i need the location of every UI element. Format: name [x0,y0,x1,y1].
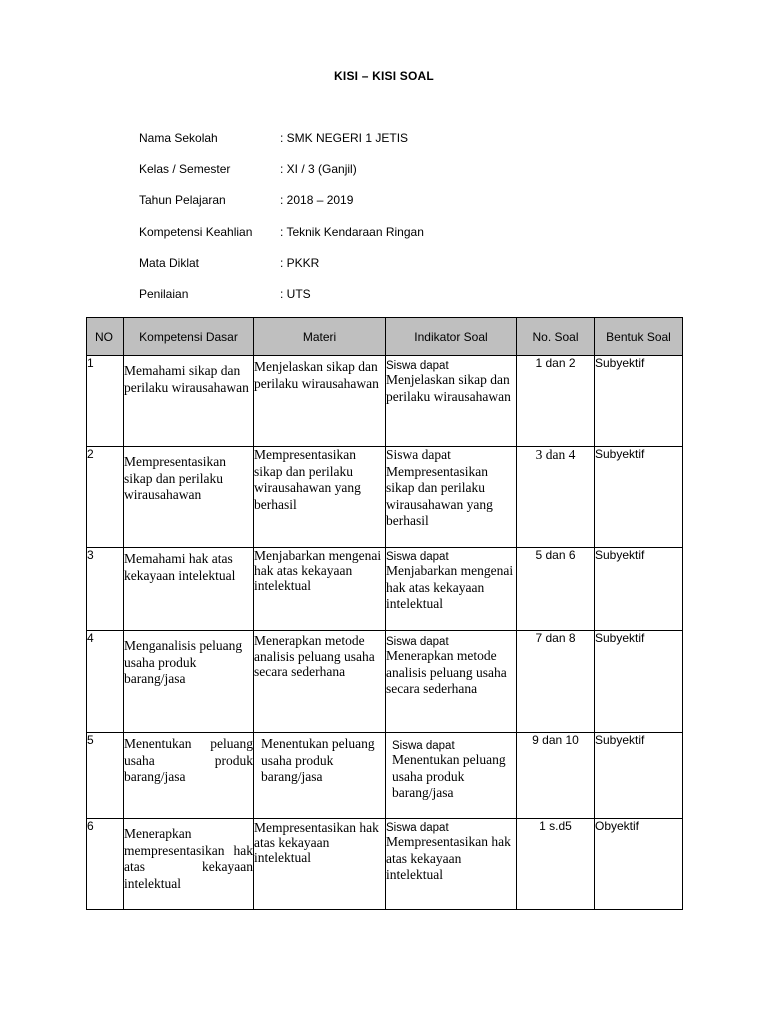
info-row-assessment [139,287,424,318]
cell-indikator: Menjabarkan mengenai hak atas kekayaan intelektual [386,563,514,611]
info-value: : PKKR [280,255,320,270]
cell-kompetensi: Mempresentasikan sikap dan perilaku wirausahawan [124,454,226,502]
cell-materi: Menentukan peluang usaha produk barang/jasa [261,736,375,784]
cell-indikator-lead: Siswa dapat [386,822,449,834]
cell-no: 3 [87,548,124,631]
cell-materi: Mempresentasikan hak atas kekayaan intelektual [254,820,379,865]
cell-no: 6 [87,819,124,910]
cell-indikator-lead: Siswa dapat [386,636,449,648]
table-row [87,447,683,548]
header-indikator: Indikator Soal [386,318,517,356]
cell-kompetensi: Menganalisis peluang usaha produk barang/jasa [124,638,243,686]
info-label: Mata Diklat [139,255,200,270]
cell-indikator: Mempresentasikan sikap dan perilaku wirausahawan yang berhasil [386,463,493,528]
table-row [87,548,683,631]
info-value: : 2018 – 2019 [280,193,354,208]
cell-no: 4 [87,631,124,733]
info-row-school [139,131,424,162]
header-no-soal: No. Soal [517,318,595,356]
cell-materi: Menjabarkan mengenai hak atas kekayaan intelektual [254,548,382,593]
cell-bentuk: Subyektif [595,548,683,631]
cell-bentuk: Subyektif [595,733,683,819]
cell-no-soal: 7 dan 8 [517,631,595,733]
info-label: Penilaian [139,286,189,301]
cell-bentuk: Obyektif [595,819,683,910]
cell-indikator: Menjelaskan sikap dan perilaku wirausahawan [386,372,511,404]
cell-kompetensi: Menentukan peluang usaha produk barang/jasa [124,736,253,784]
table-row [87,733,683,819]
table-row [87,631,683,733]
cell-indikator: Menentukan peluang usaha produk barang/jasa [392,752,506,800]
cell-no: 5 [87,733,124,819]
cell-indikator: Mempresentasikan hak atas kekayaan intelektual [386,834,511,882]
cell-kompetensi: Memahami hak atas kekayaan intelektual [124,551,236,583]
cell-materi: Menerapkan metode analisis peluang usaha secara sederhana [254,633,375,679]
cell-no-soal: 3 dan 4 [535,447,576,462]
cell-indikator-lead: Siswa dapat [392,740,455,752]
info-row-subject [139,256,424,287]
cell-no: 2 [87,447,124,548]
cell-no-soal: 1 dan 2 [517,356,595,447]
info-value: : XI / 3 (Ganjil) [280,162,357,177]
info-label: Nama Sekolah [139,131,218,145]
info-label: Tahun Pelajaran [139,193,226,208]
cell-kompetensi: Menerapkan mempresentasikan hak atas kekayaan intelektual [124,826,253,891]
page-title: KISI – KISI SOAL [334,69,434,83]
cell-indikator-lead: Siswa dapat [386,551,449,563]
kisi-table [86,317,683,910]
cell-materi: Mempresentasikan sikap dan perilaku wirausahawan yang berhasil [254,447,361,512]
school-info [139,131,424,318]
cell-bentuk: Subyektif [595,631,683,733]
cell-bentuk: Subyektif [595,447,683,548]
info-value: : Teknik Kendaraan Ringan [280,224,424,239]
cell-bentuk: Subyektif [595,356,683,447]
info-label: Kelas / Semester [139,162,231,177]
cell-no-soal: 9 dan 10 [517,733,595,819]
cell-indikator: Menerapkan metode analisis peluang usaha secara sederhana [386,648,507,696]
cell-no: 1 [87,356,124,447]
info-value: : SMK NEGERI 1 JETIS [280,131,409,145]
cell-indikator-lead: Siswa dapat [386,360,449,372]
cell-no-soal: 1 s.d5 [517,819,595,910]
header-bentuk: Bentuk Soal [595,318,683,356]
table-header-row [87,318,683,356]
header-materi: Materi [254,318,386,356]
cell-kompetensi: Memahami sikap dan perilaku wirausahawan [124,363,249,395]
info-label: Kompetensi Keahlian [139,224,253,239]
table-row [87,356,683,447]
cell-indikator-lead: Siswa dapat [386,447,451,462]
cell-no-soal: 5 dan 6 [517,548,595,631]
info-row-year [139,193,424,224]
info-row-class [139,162,424,193]
table-row [87,819,683,910]
info-value: : UTS [280,286,311,301]
info-row-competency [139,225,424,256]
cell-materi: Menjelaskan sikap dan perilaku wirausahawan [254,359,379,391]
header-no: NO [87,318,124,356]
header-kompetensi: Kompetensi Dasar [124,318,254,356]
